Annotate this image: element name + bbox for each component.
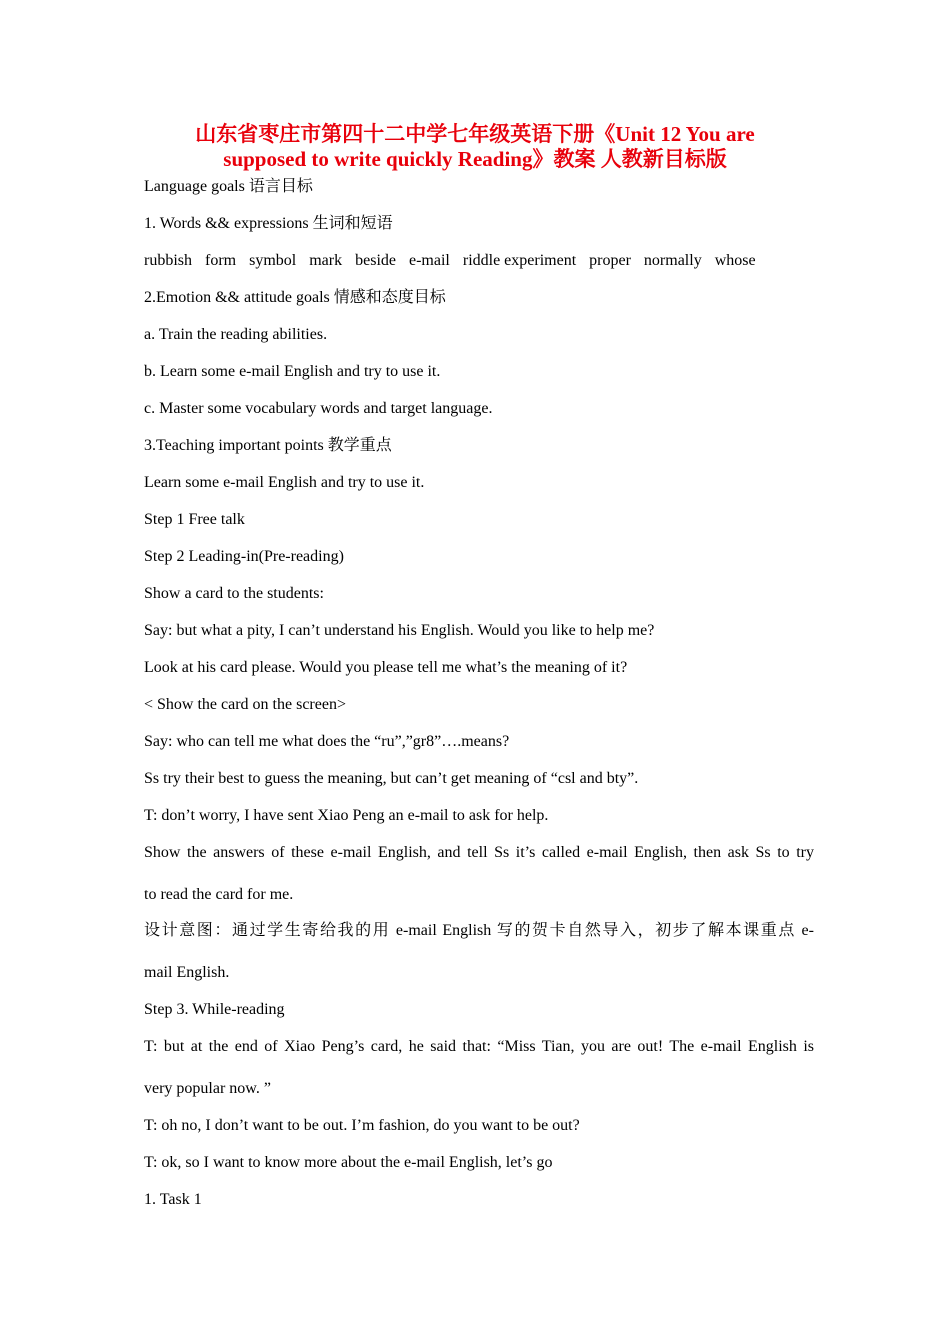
goal-c: c. Master some vocabulary words and target language. bbox=[144, 400, 493, 417]
task-1: 1. Task 1 bbox=[144, 1191, 202, 1208]
t-end-line-1: T: but at the end of Xiao Peng’s card, he said that: “Miss Tian, you are out! The e-mail English is bbox=[144, 1038, 814, 1055]
step-3: Step 3. While-reading bbox=[144, 1001, 285, 1018]
teaching-points-heading: 3.Teaching important points 教学重点 bbox=[144, 437, 392, 454]
show-card-line: Show a card to the students: bbox=[144, 585, 324, 602]
t-worry-line: T: don’t worry, I have sent Xiao Peng an e-mail to ask for help. bbox=[144, 807, 549, 824]
goal-a: a. Train the reading abilities. bbox=[144, 326, 328, 343]
teaching-points-text: Learn some e-mail English and try to use it. bbox=[144, 474, 425, 491]
show-screen-line: < Show the card on the screen> bbox=[144, 696, 346, 713]
title-line-2: supposed to write quickly Reading》教案 人教新目标版 bbox=[223, 147, 727, 171]
emotion-goals-heading: 2.Emotion && attitude goals 情感和态度目标 bbox=[144, 289, 446, 306]
step-1: Step 1 Free talk bbox=[144, 511, 245, 528]
vocabulary-list bbox=[144, 251, 814, 271]
say-pity-line: Say: but what a pity, I can’t understand his English. Would you like to help me? bbox=[144, 622, 655, 639]
t-end-line-2: very popular now. ” bbox=[144, 1080, 271, 1097]
design-intent-line-1: 设计意图：通过学生寄给我的用 e-mail English 写的贺卡自然导入，初步了解本课重点 e- bbox=[144, 922, 814, 939]
show-answers-line-2: to read the card for me. bbox=[144, 886, 294, 903]
design-intent-line-2: mail English. bbox=[144, 964, 230, 981]
ss-try-line: Ss try their best to guess the meaning, but can’t get meaning of “csl and bty”. bbox=[144, 770, 639, 787]
vocab-word: e-mail bbox=[408, 252, 450, 269]
vocab-word: symbol bbox=[249, 252, 297, 269]
show-answers-line-1: Show the answers of these e-mail English, and tell Ss it’s called e-mail English, then ask Ss to try bbox=[144, 844, 814, 861]
vocab-word: whose bbox=[714, 252, 756, 269]
language-goals-heading: Language goals 语言目标 bbox=[144, 178, 313, 195]
vocab-word: rubbish bbox=[144, 252, 192, 269]
vocab-word: normally bbox=[643, 252, 702, 269]
say-who-line: Say: who can tell me what does the “ru”,”gr8”….means? bbox=[144, 733, 510, 750]
vocab-word: riddle experiment bbox=[462, 252, 577, 269]
t-oh-no-line: T: oh no, I don’t want to be out. I’m fashion, do you want to be out? bbox=[144, 1117, 580, 1134]
vocab-word: beside bbox=[355, 252, 396, 269]
vocab-word: proper bbox=[589, 252, 631, 269]
t-ok-line: T: ok, so I want to know more about the e-mail English, let’s go bbox=[144, 1154, 553, 1171]
vocab-word: mark bbox=[309, 252, 343, 269]
vocab-word: form bbox=[205, 252, 237, 269]
title-line-1: 山东省枣庄市第四十二中学七年级英语下册《Unit 12 You are bbox=[195, 122, 755, 146]
step-2: Step 2 Leading-in(Pre-reading) bbox=[144, 548, 344, 565]
words-heading: 1. Words && expressions 生词和短语 bbox=[144, 215, 393, 232]
goal-b: b. Learn some e-mail English and try to use it. bbox=[144, 363, 441, 380]
look-card-line: Look at his card please. Would you please tell me what’s the meaning of it? bbox=[144, 659, 628, 676]
document-title bbox=[130, 122, 820, 172]
